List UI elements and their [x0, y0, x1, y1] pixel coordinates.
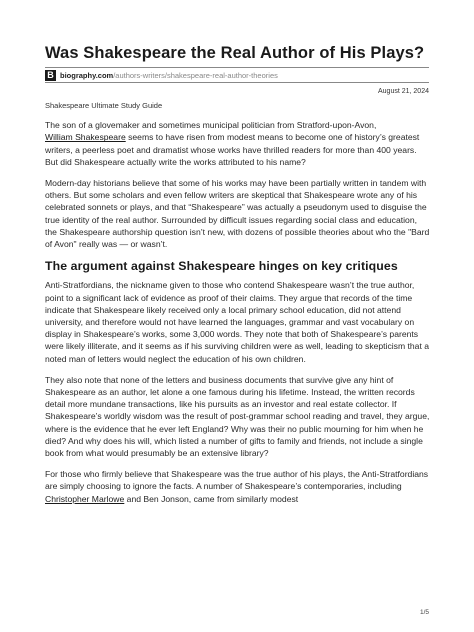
- publish-date: August 21, 2024: [378, 88, 429, 95]
- section-heading: The argument against Shakespeare hinges on key critiques: [45, 259, 398, 274]
- source-divider: [45, 82, 429, 83]
- paragraph-1: [45, 119, 431, 168]
- paragraph-1-text-b: seems to have risen from modest means to become one of history’s greatest writers, a peerless poet and dramatist whose works have thrilled readers for more than 400 years. But did Shakespeare actually write the works attributed to his name?: [45, 132, 420, 167]
- christopher-marlowe-link[interactable]: Christopher Marlowe: [45, 493, 125, 504]
- source-path[interactable]: /authors-writers/shakespeare-real-author-theories: [113, 70, 278, 80]
- paragraph-5: [45, 468, 431, 505]
- paragraph-4: They also note that none of the letters and business documents that survive give any hint of Shakespeare as an author, let alone a one famous during his lifetime. Instead, the written records detail more mundane transactions, like his pursuits as an investor and real estate collector. If Shakespeare’s worldly wisdom was the result of post-grammar school reading and travel, they argue, where is the evidence that he ever left England? Why was their no public mourning for him when he died? And why does his will, which listed a number of gifts to family and friends, not include a single book from what would presumably be an extensive library?: [45, 374, 430, 459]
- title-divider: [45, 67, 429, 68]
- article-body: [45, 100, 431, 514]
- biography-logo-icon: B: [45, 70, 56, 81]
- page-number: 1/5: [419, 609, 429, 616]
- paragraph-1-text-a: The son of a glovemaker and sometimes municipal politician from Stratford-upon-Avon,: [45, 120, 377, 131]
- study-guide-label: Shakespeare Ultimate Study Guide: [45, 101, 163, 110]
- source-row: [45, 69, 278, 81]
- william-shakespeare-link[interactable]: William Shakespeare: [45, 132, 126, 143]
- paragraph-2: Modern-day historians believe that some of his works may have been partially written in tandem with others. But some scholars and even fellow writers are skeptical that Shakespeare wrote any of his celebrated sonnets or plays, and that “Shakespeare” was actually a pseudonym used to disguise the true identity of the real author. Surrounded by difficult issues regarding social class and education, the Shakespeare authorship question isn’t new, with dozens of possible theories about who the "Bard of Avon" really was — or wasn’t.: [45, 178, 430, 250]
- paragraph-3: Anti-Stratfordians, the nickname given to those who contend Shakespeare wasn’t the true author, point to a significant lack of evidence as proof of their claims. They argue that records of the time indicate that Shakespeare likely received only a local primary school education, did not attend university, and therefore would not have learned the languages, grammar and vast vocabulary on display in Shakespeare’s works, some 3,000 words. They note that both of Shakespeare’s parents were likely illiterate, and it seems as if his surviving children were as well, leading to skepticism that a noted man of letters would neglect the education of his own children.: [45, 280, 430, 364]
- source-domain[interactable]: biography.com: [60, 70, 114, 80]
- article-title: Was Shakespeare the Real Author of His Plays?: [45, 44, 425, 62]
- paragraph-5-text-a: For those who firmly believe that Shakespeare was the true author of his plays, the Anti-Stratfordians are simply choosing to ignore the facts. A number of Shakespeare’s contemporaries, including: [45, 469, 429, 492]
- paragraph-5-text-b: and Ben Jonson, came from similarly modest: [124, 493, 299, 504]
